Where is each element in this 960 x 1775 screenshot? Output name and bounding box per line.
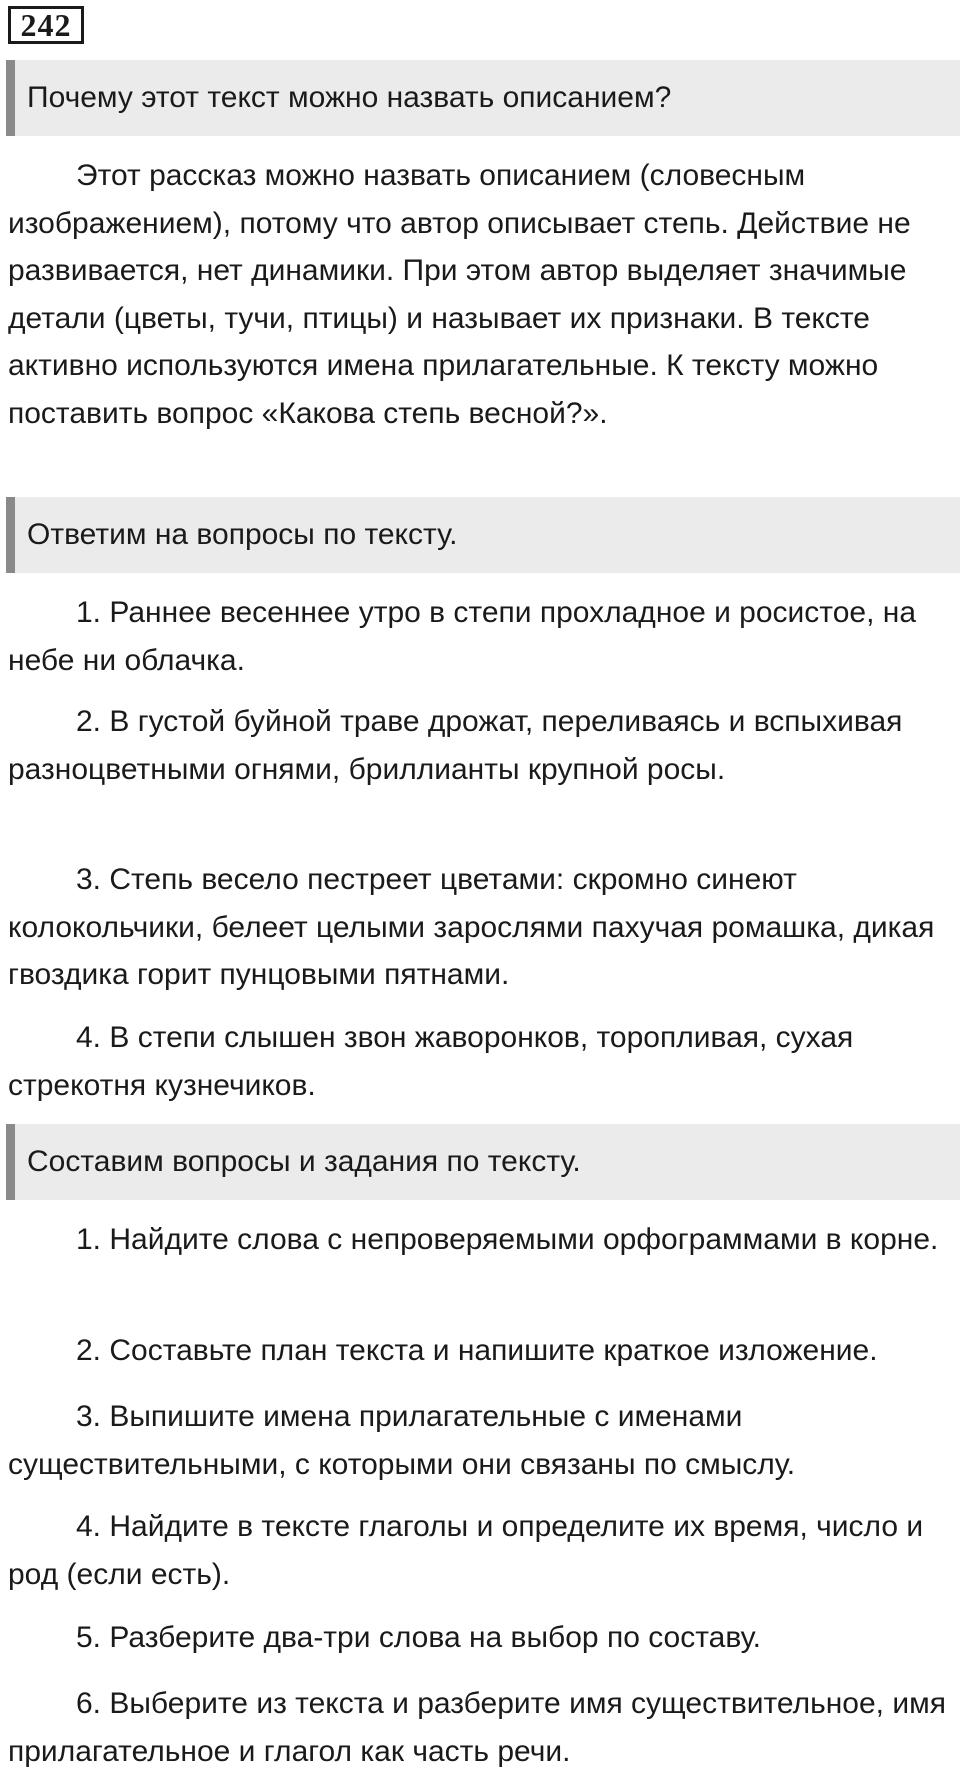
task-item-4: 4. Найдите в тексте глаголы и определите их время, число и род (если есть). — [8, 1510, 924, 1591]
task-item-5: 5. Разберите два-три слова на выбор по составу. — [76, 1621, 761, 1654]
task-item-1: 1. Найдите слова с непроверяемыми орфограммами в корне. — [76, 1223, 939, 1256]
task-item-6: 6. Выберите из текста и разберите имя существительное, имя прилагательное и глагол как часть речи. — [8, 1687, 946, 1768]
task-item-2: 2. Составьте план текста и напишите краткое изложение. — [76, 1334, 878, 1367]
section-heading-questions: Составим вопросы и задания по тексту. — [6, 1124, 960, 1200]
answer-item-2: 2. В густой буйной траве дрожат, переливаясь и вспыхивая разноцветными огнями, бриллианты крупной росы. — [8, 705, 903, 786]
answer-item-1: 1. Раннее весеннее утро в степи прохладное и росистое, на небе ни облачка. — [8, 596, 916, 677]
answer-item-4: 4. В степи слышен звон жаворонков, торопливая, сухая стрекотня кузнечиков. — [8, 1021, 854, 1102]
section-heading-answers: Ответим на вопросы по тексту. — [6, 497, 960, 573]
answer-paragraph: Этот рассказ можно назвать описанием (словесным изображением), потому что автор описывает степь. Действие не развивается, нет динамики. При этом автор выделяет значимые детали (цветы, тучи, птицы) и называет их признаки. В тексте активно используются имена прилагательные. К тексту можно поставить вопрос «Какова степь весной?». — [8, 159, 911, 430]
section-heading-description: Почему этот текст можно назвать описанием? — [6, 60, 960, 136]
task-item-3: 3. Выпишите имена прилагательные с именами существительными, с которыми они связаны по смыслу. — [8, 1400, 796, 1481]
task-number-badge: 242 — [8, 6, 84, 44]
answer-item-3: 3. Степь весело пестреет цветами: скромно синеют колокольчики, белеет целыми зарослями пахучая ромашка, дикая гвоздика горит пунцовыми пятнами. — [8, 863, 935, 991]
